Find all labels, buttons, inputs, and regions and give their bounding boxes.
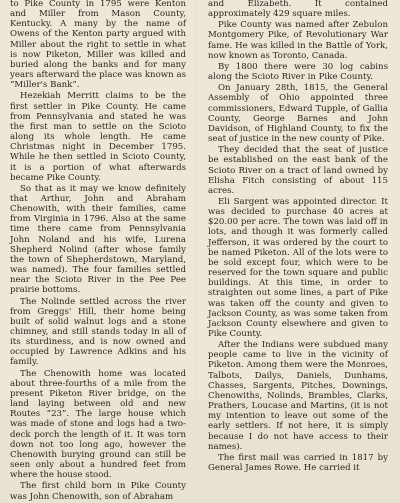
paragraph: On January 28th, 1815, the General Assembly of Ohio appointed three commissioners, Edward Tupple, of Gallia County, George Barnes and John Davidson, of Highland County, to fix the seat of justice in the new county of Pike.: [208, 83, 388, 145]
paragraph: The first child born in Pike County was John Chenowith, son of Abraham: [10, 481, 186, 502]
paragraph: The Nolinde settled across the river from Greggs' Hill, their home being built of solid walnut logs and a stone chimney, and still stands today in all of its sturdiness, and is now owned and occupied by Lawrence Adkins and his family.: [10, 296, 186, 368]
paragraph: They decided that the seat of justice be established on the east bank of the Scioto River on a tract of land owned by Elisha Fitch consisting of about 115 acres.: [208, 145, 388, 196]
right-column: [208, 0, 388, 474]
paragraph: The Chenowith home was located about three-fourths of a mile from the present Piketon River bridge, on the land laying between old and new Routes “23”. The large house which was made of stone and logs had a two-deck porch the length of it. It was torn down not too long ago, however the Chenowith burying ground can still be seen only about a hundred feet from where the house stood.: [10, 368, 186, 481]
paragraph: and Elizabeth. It contained approximately 429 square miles.: [208, 0, 388, 20]
left-column: [10, 0, 186, 503]
paragraph: After the Indians were subdued many people came to live in the vicinity of Piketon. Among them were the Monroes, Talbots, Dailys, Daniels, Dunhams, Chasses, Sargents, Pitches, Downings, Chenowiths, Nolinds, Brambles, Clarks, Prathers, Loucase and Martins, (it is not my intention to leave out some of the early settlers. If not here, it is simply because I do not have access to their names).: [208, 340, 388, 452]
paragraph: So that as it may we know definitely that Arthur, John and Abraham Chenowith, with their families, came from Virginia in 1796. Also at the same time there came from Pennsylvania John Noland and his wife, Lurena Shepherd Nolind (after whose family the town of Shepherdstown, Maryland, was named). The four families settled near the Scioto River in the Pee Pee prairie bottoms.: [10, 183, 186, 296]
column-divider: [196, 0, 197, 400]
paragraph: The first mail was carried in 1817 by General James Rowe. He carried it: [208, 452, 388, 474]
paragraph: By 1800 there were 30 log cabins along the Scioto River in Pike County.: [208, 61, 388, 83]
paragraph: to Pike County in 1795 were Kenton and Miller from Mason County, Kentucky. A many by the name of Owens of the Kenton party argued with Miller about the right to settle in what is now Piketon, Miller was killed and buried along the banks and for many years afterward the place was known as “Miller's Bank”.: [10, 0, 186, 91]
paragraph: Eli Sargent was appointed director. It was decided to purchase 40 acres at $20.00 per acre. The town was laid off in lots, and though it was formerly called Jefferson, it was ordered by the court to be named Piketon. All of the lots were to be sold except four, which were to be reserved for the town square and public buildings. At this time, in order to straighten out some lines, a part of Pike was taken off the county and given to Jackson County, as was some taken from Jackson County elsewhere and given to Pike County.: [208, 196, 388, 339]
paragraph: Pike County was named after Zebulon Montgomery Pike, of Revolutionary War fame. He was killed in the Battle of York, now known as Toronto, Canada.: [208, 20, 388, 61]
paragraph: Hezekiah Merritt claims to be the first settler in Pike County. He came from Pennsylvania and stated he was the first man to settle on the Scioto along its whole length. He came Christmas night in December 1795. While he then settled in Scioto County, it is a portion of what afterwards became Pike County.: [10, 91, 186, 183]
